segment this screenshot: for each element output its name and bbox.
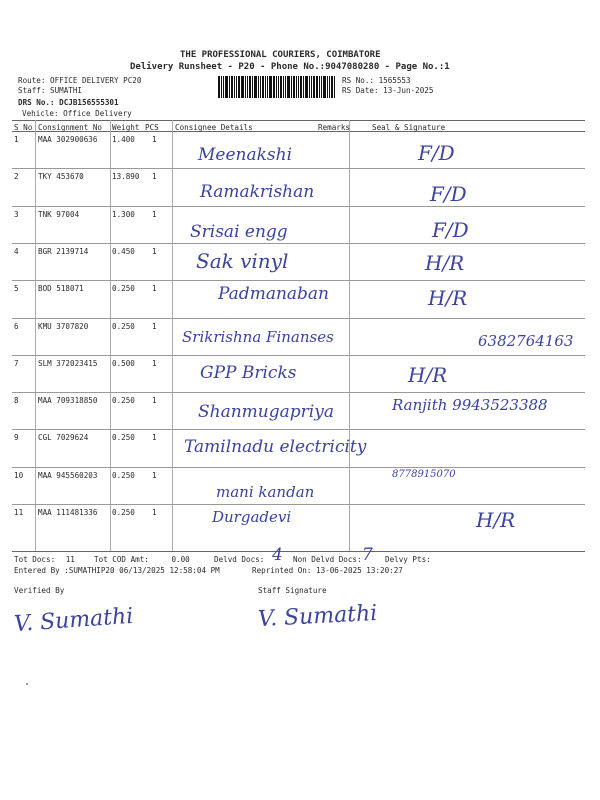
row-consignment-no: MAA 709318850 [38,396,98,406]
tot-cod-label: Tot COD Amt: [94,555,149,564]
row-weight: 0.250 [112,321,135,331]
table-top-rule [12,120,585,121]
tot-cod [94,555,190,564]
row-weight: 0.500 [112,358,135,368]
staff-signature: V. Sumathi [257,600,378,633]
col-divider [35,120,36,551]
tot-docs-label: Tot Docs: [14,555,56,564]
row-consignee-handwritten: mani kandan [216,482,315,501]
col-header-consignee: Consignee Details [175,123,253,132]
row-consignment-no: SLM 372023415 [38,358,98,368]
row-sno: 3 [14,209,19,219]
delvy-pts-label: Delvy Pts: [385,555,431,564]
col-divider [110,120,111,551]
row-consignment-no: TNK 97004 [38,209,80,219]
row-consignee-handwritten: Srisai engg [190,221,288,242]
row-weight: 1.300 [112,209,135,219]
row-weight: 0.250 [112,284,135,294]
runsheet-title: Delivery Runsheet - P20 - Phone No.:9047080280 - Page No.:1 [130,62,450,72]
col-divider [349,120,350,551]
row-consignee-handwritten: Srikrishna Finanses [182,327,334,346]
vehicle-label: Vehicle: Office Delivery [22,109,132,118]
row-consignment-no: TKY 453670 [38,172,84,182]
row-seal-handwritten: 8778915070 [392,468,456,480]
row-weight: 0.250 [112,470,135,480]
row-consignee-handwritten: Tamilnadu electricity [184,437,367,458]
rs-date: RS Date: 13-Jun-2025 [342,86,434,95]
row-pcs: 1 [152,209,157,219]
row-weight: 0.250 [112,396,135,406]
row-pcs: 1 [152,470,157,480]
row-seal-handwritten: H/R [408,362,448,387]
row-weight: 1.400 [112,135,135,144]
row-seal-handwritten: H/R [428,286,468,311]
verified-by-label: Verified By [14,586,65,595]
rs-number: RS No.: 1565553 [342,76,411,85]
entered-by: Entered By :SUMATHIP20 06/13/2025 12:58:04 PM [14,566,220,575]
row-seal-handwritten: Ranjith 9943523388 [392,396,548,415]
row-consignee-handwritten: Sak vinyl [196,248,289,273]
staff-signature-label: Staff Signature [258,586,327,595]
row-divider [12,206,585,207]
row-sno: 1 [14,135,19,144]
row-consignment-no: MAA 111481336 [38,508,98,517]
row-sno: 8 [14,396,19,406]
row-seal-handwritten: F/D [432,217,469,242]
row-consignment-no: CGL 7029624 [38,433,89,443]
delvd-docs-handwritten: 4 [272,545,283,565]
reprinted-on: Reprinted On: 13-06-2025 13:20:27 [252,566,403,575]
row-sno: 11 [14,508,24,517]
tot-docs-value: 11 [65,555,75,564]
row-consignee-handwritten: GPP Bricks [200,362,297,383]
tot-cod-value: 0.00 [171,555,190,564]
verified-signature: V. Sumathi [13,603,135,638]
row-consignment-no: MAA 302900636 [38,135,98,144]
row-sno: 4 [14,246,19,256]
row-divider [12,355,585,356]
row-pcs: 1 [152,396,157,406]
row-consignment-no: MAA 945560203 [38,470,98,480]
route-label: Route: OFFICE DELIVERY PC20 [18,76,142,85]
row-consignment-no: KMU 3707820 [38,321,89,331]
row-divider [12,318,585,319]
row-pcs: 1 [152,246,157,256]
row-sno: 7 [14,358,19,368]
row-pcs: 1 [152,321,157,331]
company-title: THE PROFESSIONAL COURIERS, COIMBATORE [180,50,381,60]
non-delvd-label: Non Delvd Docs: [293,555,362,564]
row-pcs: 1 [152,508,157,517]
col-header-remarks: Remarks [318,123,351,132]
row-sno: 9 [14,433,19,443]
row-seal-handwritten: F/D [418,141,455,165]
row-divider [12,429,585,430]
row-pcs: 1 [152,433,157,443]
row-consignee-handwritten: Padmanaban [218,284,329,305]
barcode [218,76,338,98]
row-weight: 13.890 [112,172,140,182]
row-consignee-handwritten: Meenakshi [198,145,293,165]
row-seal-handwritten: H/R [476,508,516,532]
drs-number: DRS No.: DCJB156555301 [18,98,119,107]
row-divider [12,467,585,468]
col-header-weight: Weight [112,123,140,132]
row-weight: 0.450 [112,246,135,256]
row-pcs: 1 [152,284,157,294]
row-consignment-no: BOD 518071 [38,284,84,294]
row-weight: 0.250 [112,433,135,443]
row-consignee-handwritten: Shanmugapriya [198,402,334,423]
row-divider [12,243,585,244]
delvd-docs-label: Delvd Docs: [214,555,265,564]
col-header-sno: S No [14,123,33,132]
staff-label: Staff: SUMATHI [18,86,83,95]
row-pcs: 1 [152,135,157,144]
totals-rule [12,551,585,552]
paper-speck [26,683,28,685]
tot-docs [14,555,75,564]
row-sno: 2 [14,172,19,182]
row-seal-handwritten: F/D [430,182,467,207]
row-seal-handwritten: H/R [425,250,465,275]
row-divider [12,280,585,281]
row-consignment-no: BGR 2139714 [38,246,89,256]
row-weight: 0.250 [112,508,135,517]
row-seal-handwritten: 6382764163 [478,331,574,350]
row-pcs: 1 [152,358,157,368]
col-header-seal: Seal & Signature [372,123,446,132]
non-delvd-handwritten: 7 [362,545,373,565]
row-divider [12,392,585,393]
row-pcs: 1 [152,172,157,182]
row-sno: 5 [14,284,19,294]
row-consignee-handwritten: Ramakrishan [200,182,315,203]
row-sno: 6 [14,321,19,331]
row-divider [12,504,585,505]
row-divider [12,168,585,169]
row-consignee-handwritten: Durgadevi [212,508,292,526]
row-sno: 10 [14,470,24,480]
col-divider [172,120,173,551]
col-header-pcs: PCS [145,123,159,132]
col-header-consignment: Consignment No [38,123,103,132]
